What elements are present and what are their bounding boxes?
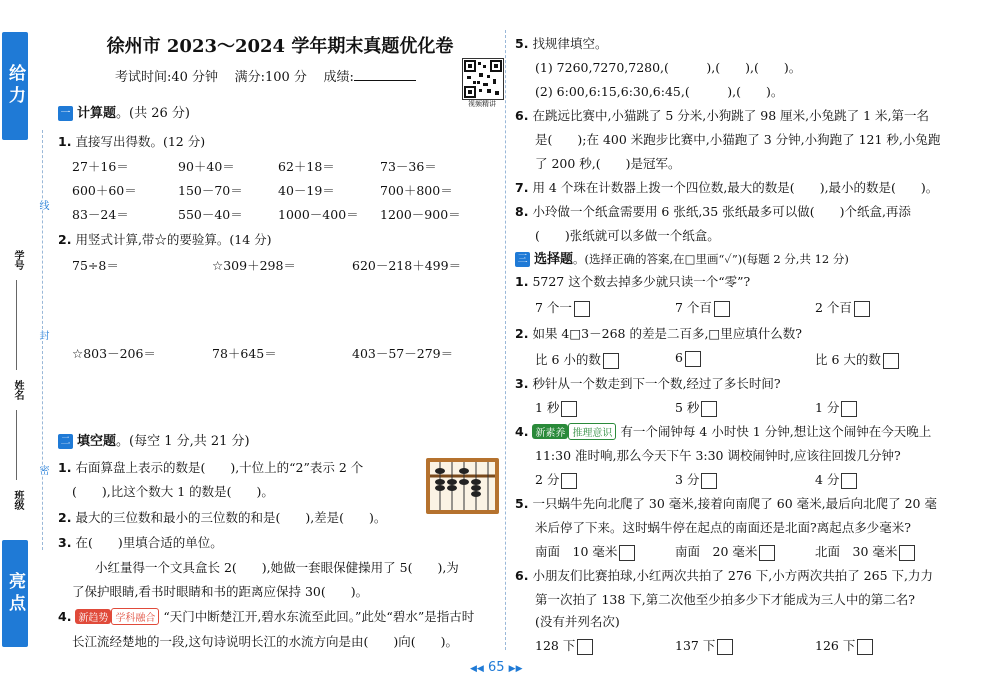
fill-4a (58, 607, 474, 625)
fill-5a: (1) 7260,7270,7280,( ),( ),( )。 (535, 60, 802, 75)
choice-4-opt-c-label: 4 分 (815, 472, 840, 487)
q1-r3c4: 1200－900＝ (380, 207, 461, 222)
choice-2-opt-a[interactable] (535, 350, 619, 369)
fill-8b: ( )张纸就可以多做一个纸盒。 (535, 228, 720, 243)
checkbox[interactable] (759, 545, 775, 561)
q2-item-2: ☆309＋298＝ (212, 258, 296, 273)
checkbox[interactable] (619, 545, 635, 561)
fill-7 (515, 178, 938, 196)
fill-8a-text: 小玲做一个纸盒需要用 6 张纸,35 张纸最多可以做( )个纸盒,再添 (532, 204, 911, 219)
choice-3-opt-a[interactable] (535, 398, 577, 417)
choice-4-opt-b[interactable] (675, 470, 717, 489)
name-line (16, 410, 17, 480)
fill-2-text: 最大的三位数和最小的三位数的和是( ),差是( )。 (75, 510, 387, 525)
exam-time: 考试时间:40 分钟 (115, 70, 219, 85)
fill-5-text: 找规律填空。 (532, 36, 608, 51)
exam-info (115, 66, 416, 85)
section-3-info: 。(选择正确的答案,在□里画“✓”)(每题 2 分,共 12 分) (573, 252, 849, 266)
choice-6-opt-a-label: 128 下 (535, 638, 576, 653)
fill-4b: 长江流经楚地的一段,这句诗说明长江的水流方向是由( )向( )。 (72, 634, 458, 649)
choice-4-opt-b-label: 3 分 (675, 472, 700, 487)
section-2-info: 。(每空 1 分,共 21 分) (116, 434, 250, 449)
choice-5-opt-c[interactable] (815, 542, 915, 561)
bind-mark-secret: 密 (37, 465, 48, 475)
q1-r2c2: 150－70＝ (178, 183, 243, 198)
choice-5-opt-b[interactable] (675, 542, 775, 561)
q1-r3c2: 550－40＝ (178, 207, 243, 222)
choice-5-number: 5. (515, 496, 529, 511)
choice-6-number: 6. (515, 568, 529, 583)
choice-3-opt-b[interactable] (675, 398, 717, 417)
page-number-value: 65 (487, 660, 505, 675)
new-literacy-tag: 新素养 (532, 424, 568, 439)
section-2-badge: 二 (58, 434, 73, 449)
choice-5-opt-c-label: 北面 30 毫米 (815, 544, 898, 559)
q1-r1c1: 27＋16＝ (72, 159, 129, 174)
abacus-image (425, 457, 500, 515)
choice-3-opt-b-label: 5 秒 (675, 400, 700, 415)
checkbox[interactable] (577, 639, 593, 655)
checkbox[interactable] (701, 401, 717, 417)
choice-3-number: 3. (515, 376, 529, 391)
choice-2-opt-b-label: 6 (675, 350, 683, 365)
section-1-name: 计算题 (77, 106, 117, 121)
q1-r3c1: 83－24＝ (72, 207, 129, 222)
page-title: 徐州市 2023～2024 学年期末真题优化卷 (106, 36, 454, 57)
q2-item-3: 620－218＋499＝ (352, 258, 462, 273)
fill-4a-text: “天门中断楚江开,碧水东流至此回。”此处“碧水”是指古时 (163, 609, 475, 624)
q1-r1c4: 73－36＝ (380, 159, 437, 174)
choice-6a-text: 小朋友们比赛拍球,小红两次共拍了 276 下,小方两次共拍了 265 下,力力 (532, 568, 933, 583)
choice-4b: 11:30 准时响,那么今天下午 3:30 调校闹钟时,应该往回拨几分钟? (535, 448, 901, 463)
brand-bottom: 亮点 (2, 540, 28, 647)
fill-5-number: 5. (515, 36, 529, 51)
column-divider (505, 30, 506, 650)
choice-3-text: 秒针从一个数走到下一个数,经过了多长时间? (532, 376, 781, 391)
q1-r1c2: 90＋40＝ (178, 159, 235, 174)
brand-top: 给力 (2, 32, 28, 140)
checkbox[interactable] (841, 473, 857, 489)
fill-5 (515, 34, 607, 52)
checkbox[interactable] (841, 401, 857, 417)
fill-4-number: 4. (58, 609, 72, 624)
choice-1-opt-a[interactable] (535, 298, 590, 317)
checkbox[interactable] (603, 353, 619, 369)
section-1-info: 。(共 26 分) (116, 106, 190, 121)
fill-6a-text: 在跳远比赛中,小猫跳了 5 分米,小狗跳了 98 厘米,小兔跳了 1 米,第一名 (532, 108, 929, 123)
choice-1-opt-b-label: 7 个百 (675, 300, 712, 315)
q1-r3c3: 1000－400＝ (278, 207, 359, 222)
q2-item-1: 75÷8＝ (72, 258, 119, 273)
checkbox[interactable] (714, 301, 730, 317)
student-id-label: 学号 (12, 250, 23, 270)
fill-1-number: 1. (58, 460, 72, 475)
q2-prompt (58, 230, 272, 248)
name-label: 姓名 (12, 380, 23, 400)
q1-r2c4: 700＋800＝ (380, 183, 453, 198)
next-arrow-icon: ▶▶ (508, 664, 523, 674)
student-id-line (16, 280, 17, 370)
checkbox[interactable] (685, 351, 701, 367)
choice-3-opt-a-label: 1 秒 (535, 400, 560, 415)
fill-6-number: 6. (515, 108, 529, 123)
q2-item-4: ☆803－206＝ (72, 346, 156, 361)
fill-2-number: 2. (58, 510, 72, 525)
section-3-badge: 三 (515, 252, 530, 267)
section-2-heading (58, 430, 250, 449)
choice-2-opt-c-label: 比 6 大的数 (815, 352, 881, 367)
choice-5a-text: 一只蜗牛先向北爬了 30 毫米,接着向南爬了 60 毫米,最后向北爬了 20 毫 (532, 496, 937, 511)
fill-1a-text: 右面算盘上表示的数是( ),十位上的“2”表示 2 个 (75, 460, 364, 475)
choice-1-number: 1. (515, 274, 529, 289)
fill-8-number: 8. (515, 204, 529, 219)
new-trend-tag: 新趋势 (75, 609, 111, 624)
subject-fusion-tag: 学科融合 (111, 608, 159, 625)
choice-1-opt-b[interactable] (675, 298, 730, 317)
choice-1 (515, 272, 750, 290)
choice-1-opt-c-label: 2 个百 (815, 300, 852, 315)
fill-3 (58, 533, 223, 551)
fill-5b: (2) 6:00,6:15,6:30,6:45,( ),( )。 (535, 84, 784, 99)
fill-2 (58, 508, 386, 526)
checkbox[interactable] (854, 301, 870, 317)
checkbox[interactable] (883, 353, 899, 369)
choice-3-opt-c-label: 1 分 (815, 400, 840, 415)
choice-6-opt-b-label: 137 下 (675, 638, 716, 653)
fill-6b: 是( );在 400 米跑步比赛中,小猫跑了 3 分钟,小狗跑了 121 秒,小兔跑 (535, 132, 941, 147)
choice-4-opt-c[interactable] (815, 470, 857, 489)
choice-1-opt-a-label: 7 个一 (535, 300, 572, 315)
q1-r1c3: 62＋18＝ (278, 159, 335, 174)
fill-6a (515, 106, 929, 124)
checkbox[interactable] (899, 545, 915, 561)
q1-r2c1: 600＋60＝ (72, 183, 137, 198)
choice-6a (515, 566, 933, 584)
bind-mark-line: 线 (37, 200, 48, 210)
choice-2-opt-a-label: 比 6 小的数 (535, 352, 601, 367)
choice-3 (515, 374, 781, 392)
q2-text: 用竖式计算,带☆的要验算。(14 分) (75, 232, 272, 247)
exam-result-label: 成绩: (323, 70, 354, 85)
choice-4a (515, 422, 931, 440)
choice-3-opt-c[interactable] (815, 398, 857, 417)
choice-5-opt-b-label: 南面 20 毫米 (675, 544, 758, 559)
choice-4a-text: 有一个闹钟每 4 小时快 1 分钟,想让这个闹钟在今天晚上 (620, 424, 932, 439)
choice-6-opt-a[interactable] (535, 636, 593, 655)
binding-dashed-line (42, 130, 43, 550)
q2-item-6: 403－57－279＝ (352, 346, 454, 361)
checkbox[interactable] (857, 639, 873, 655)
choice-2 (515, 324, 802, 342)
checkbox[interactable] (574, 301, 590, 317)
choice-4-number: 4. (515, 424, 529, 439)
fill-3-number: 3. (58, 535, 72, 550)
choice-2-opt-c[interactable] (815, 350, 899, 369)
choice-5b: 米后停了下来。这时蜗牛停在起点的南面还是北面?离起点多少毫米? (535, 520, 911, 535)
checkbox[interactable] (701, 473, 717, 489)
section-1-badge: 一 (58, 106, 73, 121)
qr-code-icon[interactable] (462, 58, 504, 100)
choice-6b: 第一次拍了 138 下,第二次他至少拍多少下才能成为三人中的第二名? (535, 592, 915, 607)
choice-2-opt-b[interactable] (675, 350, 701, 367)
choice-5-opt-a[interactable] (535, 542, 635, 561)
choice-4-opt-a-label: 2 分 (535, 472, 560, 487)
bind-mark-seal: 封 (37, 330, 48, 340)
choice-1-opt-c[interactable] (815, 298, 870, 317)
q1-number: 1. (58, 134, 72, 149)
binding-sidebar (0, 0, 48, 690)
exam-score: 满分:100 分 (234, 70, 307, 85)
section-3-heading (515, 248, 849, 267)
fill-3b: 了保护眼睛,看书时眼睛和书的距离应保持 30( )。 (72, 584, 369, 599)
fill-3-text: 在( )里填合适的单位。 (75, 535, 223, 550)
fill-3a: 小红量得一个文具盒长 2( ),她做一套眼保健操用了 5( ),为 (95, 560, 459, 575)
result-blank[interactable] (354, 80, 416, 81)
fill-7-number: 7. (515, 180, 529, 195)
class-label: 班级 (12, 490, 23, 510)
choice-1-text: 5727 这个数去掉多少就只读一个“零”? (532, 274, 751, 289)
choice-5-opt-a-label: 南面 10 毫米 (535, 544, 618, 559)
qr-label: 视频精讲 (468, 100, 496, 108)
prev-arrow-icon: ◀◀ (470, 664, 484, 674)
q2-item-5: 78＋645＝ (212, 346, 277, 361)
checkbox[interactable] (717, 639, 733, 655)
choice-4-opt-a[interactable] (535, 470, 577, 489)
fill-8a (515, 202, 911, 220)
choice-6-opt-c-label: 126 下 (815, 638, 856, 653)
fill-7-text: 用 4 个珠在计数器上拨一个四位数,最大的数是( ),最小的数是( )。 (532, 180, 939, 195)
page-number (470, 660, 523, 675)
reasoning-tag: 推理意识 (568, 423, 616, 440)
choice-6-opt-b[interactable] (675, 636, 733, 655)
fill-6c: 了 200 秒,( )是冠军。 (535, 156, 681, 171)
choice-6-opt-c[interactable] (815, 636, 873, 655)
fill-1b: ( ),比这个数大 1 的数是( )。 (72, 484, 274, 499)
fill-1a (58, 458, 363, 476)
checkbox[interactable] (561, 473, 577, 489)
q2-number: 2. (58, 232, 72, 247)
choice-5a (515, 494, 937, 512)
section-2-name: 填空题 (77, 434, 117, 449)
choice-2-text: 如果 4□3－268 的差是二百多,□里应填什么数? (532, 326, 802, 341)
section-1-heading (58, 102, 190, 121)
checkbox[interactable] (561, 401, 577, 417)
q1-prompt (58, 132, 205, 150)
choice-6c: (没有并列名次) (535, 614, 620, 629)
choice-2-number: 2. (515, 326, 529, 341)
q1-text: 直接写出得数。(12 分) (75, 134, 206, 149)
q1-r2c3: 40－19＝ (278, 183, 335, 198)
section-3-name: 选择题 (534, 252, 574, 267)
